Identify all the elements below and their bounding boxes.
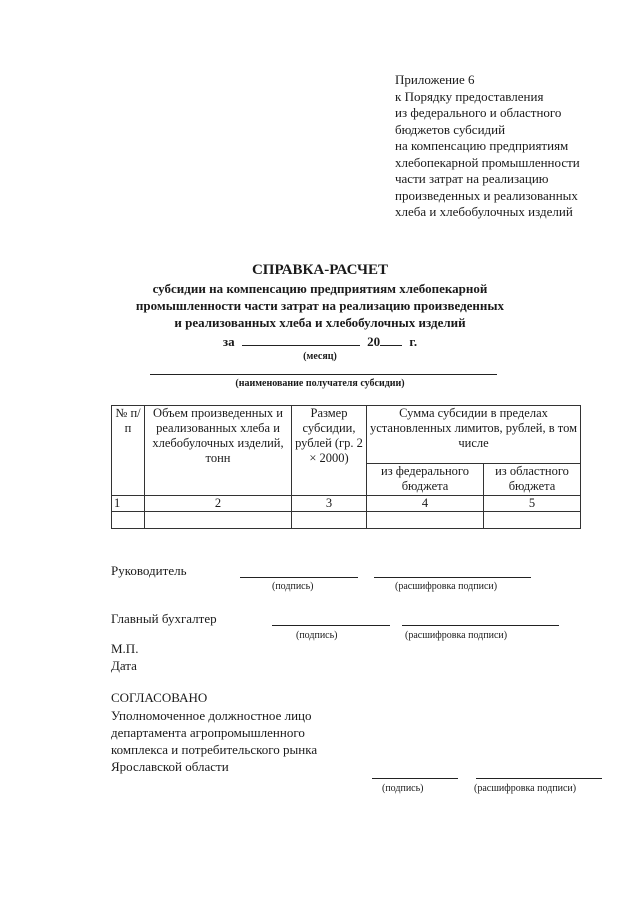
month-blank[interactable] — [242, 333, 360, 346]
appendix-line: хлебопекарной промышленности — [395, 154, 580, 170]
accountant-label: Главный бухгалтер — [111, 611, 217, 626]
head-decipher-line[interactable] — [374, 577, 531, 578]
appendix-line: из федерального и областного — [395, 105, 562, 120]
period-prefix: за — [222, 334, 235, 349]
month-caption: (месяц) — [303, 351, 337, 362]
table-cell[interactable] — [292, 512, 367, 529]
accountant-signature-caption: (подпись) — [296, 630, 338, 641]
col-number: 5 — [484, 496, 581, 512]
year-blank[interactable] — [380, 333, 402, 346]
table-cell[interactable] — [367, 512, 484, 529]
accountant-decipher-caption: (расшифровка подписи) — [405, 630, 508, 641]
col-number: 3 — [292, 496, 367, 512]
table-header-row — [112, 406, 581, 464]
approval-signature-line[interactable] — [372, 778, 458, 779]
approval-heading: СОГЛАСОВАНО — [111, 690, 208, 705]
period-suffix: г. — [409, 334, 418, 349]
table-cell[interactable] — [484, 512, 581, 529]
subtitle-line-1: субсидии на компенсацию предприятиям хлебопекарной — [152, 281, 488, 296]
approval-decipher-caption: (расшифровка подписи) — [474, 783, 577, 794]
appendix-line: на компенсацию предприятиям — [395, 138, 569, 153]
head-signature-caption: (подпись) — [272, 581, 314, 592]
stamp-label: М.П. — [111, 641, 139, 656]
col-number: 2 — [145, 496, 292, 512]
period-year: 20 — [367, 334, 381, 349]
appendix-line: бюджетов субсидий — [395, 121, 506, 137]
header-sum: Сумма субсидии в пределах установленных лимитов, рублей, в том числе — [367, 406, 581, 464]
header-federal: из федерального бюджета — [367, 463, 484, 495]
recipient-caption: (наименование получателя субсидии) — [235, 378, 405, 389]
appendix-line: хлеба и хлебобулочных изделий — [395, 204, 573, 219]
header-num: № п/п — [112, 406, 145, 496]
header-size: Размер субсидии, рублей (гр. 2 × 2000) — [292, 406, 367, 496]
document-title: СПРАВКА-РАСЧЕТ — [251, 262, 389, 278]
col-number: 4 — [367, 496, 484, 512]
approval-line: комплекса и потребительского рынка — [111, 742, 318, 757]
approval-line: Ярославской области — [111, 759, 229, 774]
recipient-line[interactable] — [150, 374, 497, 375]
subtitle-line-3: и реализованных хлеба и хлебобулочных изделий — [174, 315, 466, 330]
approval-line: Уполномоченное должностное лицо — [111, 708, 312, 723]
subsidy-table — [111, 405, 581, 529]
approval-signature-caption: (подпись) — [382, 783, 424, 794]
accountant-signature-line[interactable] — [272, 625, 390, 626]
head-signature-line[interactable] — [240, 577, 358, 578]
period-line — [0, 333, 640, 350]
table-row — [112, 496, 581, 512]
subtitle-line-2: промышленности части затрат на реализацию произведенных — [135, 298, 505, 313]
head-decipher-caption: (расшифровка подписи) — [395, 581, 498, 592]
col-number: 1 — [112, 496, 145, 512]
appendix-note — [395, 72, 580, 221]
header-regional: из областного бюджета — [484, 463, 581, 495]
appendix-line: произведенных и реализованных — [395, 187, 578, 203]
appendix-line: части затрат на реализацию — [395, 171, 549, 186]
table-cell[interactable] — [112, 512, 145, 529]
header-volume: Объем произведенных и реализованных хлеба и хлебобулочных изделий, тонн — [145, 406, 292, 496]
appendix-line: Приложение 6 — [395, 72, 475, 87]
head-label: Руководитель — [111, 563, 187, 578]
approval-line: департамента агропромышленного — [111, 725, 305, 740]
accountant-decipher-line[interactable] — [402, 625, 559, 626]
date-label: Дата — [111, 658, 137, 673]
table-cell[interactable] — [145, 512, 292, 529]
appendix-line: к Порядку предоставления — [395, 88, 544, 104]
table-row — [112, 512, 581, 529]
approval-decipher-line[interactable] — [476, 778, 602, 779]
